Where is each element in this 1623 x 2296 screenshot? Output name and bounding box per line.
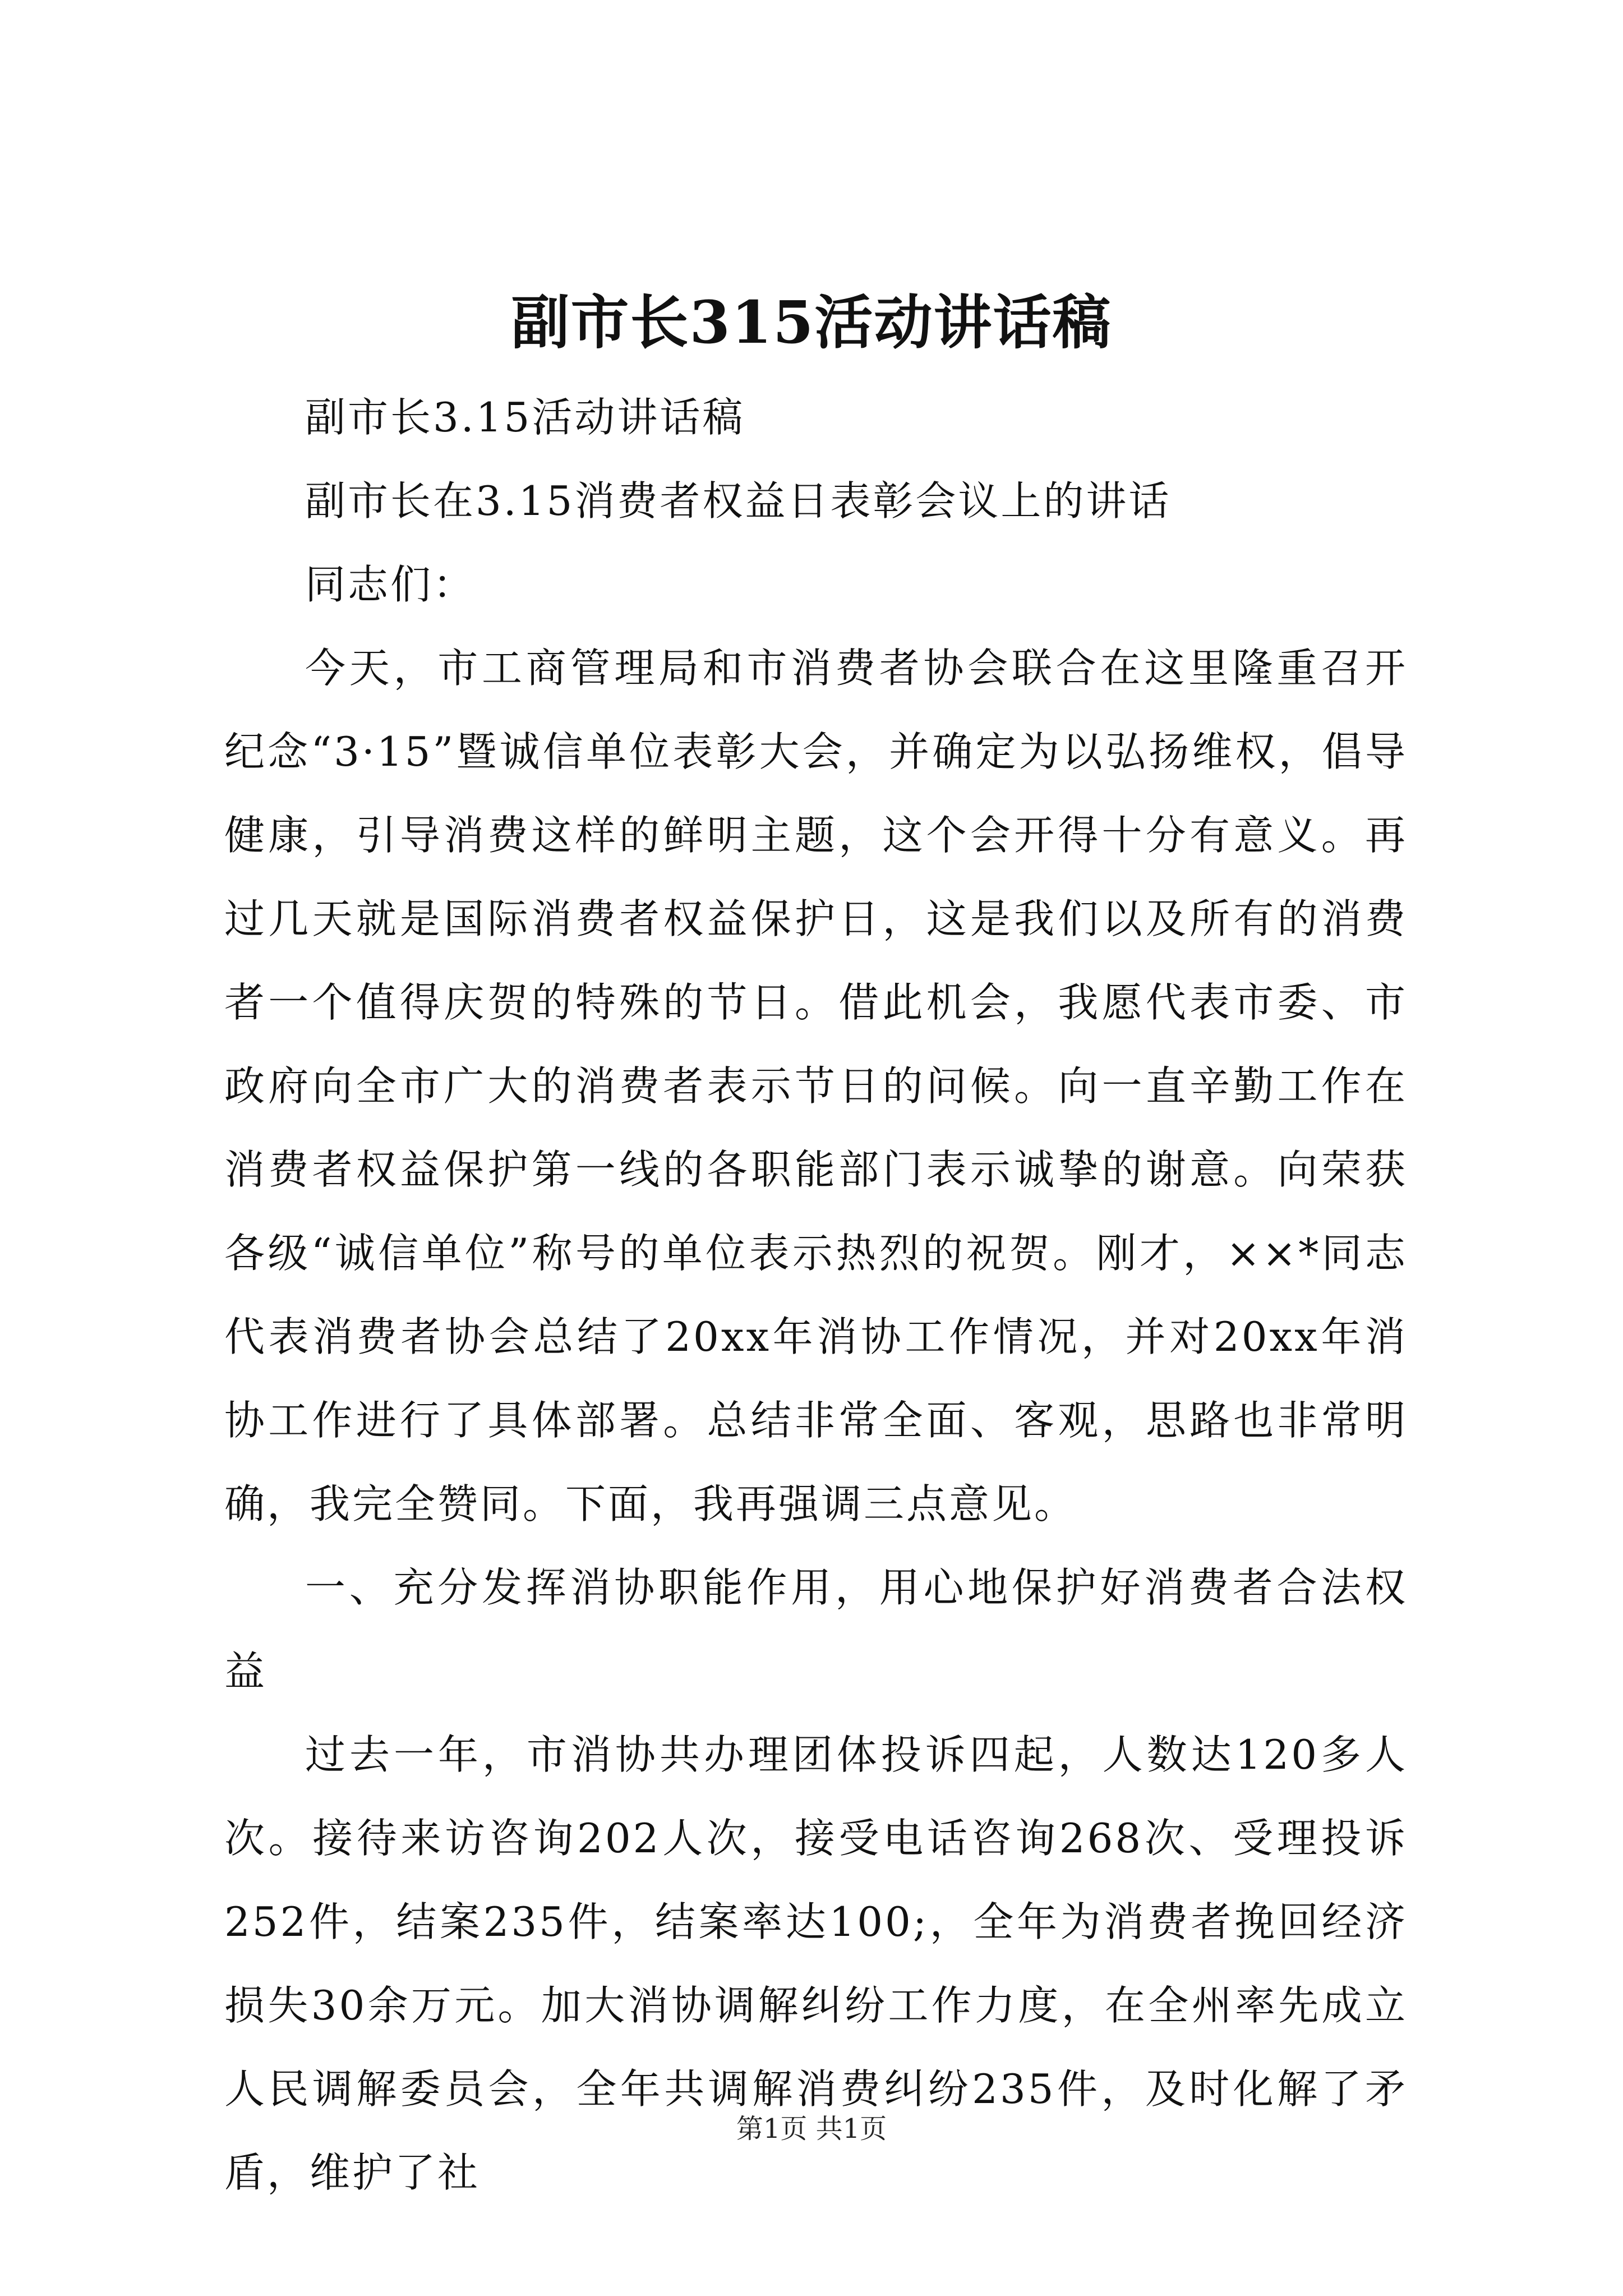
page-footer: 第1页 共1页 [736,2113,887,2145]
speech-heading-paragraph: 副市长在3.15消费者权益日表彰会议上的讲话 [305,477,1172,524]
section-heading-paragraph: 一、充分发挥消协职能作用，用心地保护好消费者合法权益 [224,1564,1408,1695]
document-title: 副市长315活动讲话稿 [511,288,1112,357]
salutation-paragraph: 同志们： [305,561,476,608]
document-body [224,376,1408,2215]
opening-paragraph: 今天，市工商管理局和市消费者协会联合在这里隆重召开纪念“3·15”暨诚信单位表彰大会，并确定为以弘扬维权，倡导健康，引导消费这样的鲜明主题，这个会开得十分有意义。再过几天就是国际消费者权益保护日，这是我们以及所有的消费者一个值得庆贺的特殊的节日。借此机会，我愿代表市委、市政府向全市广大的消费者表示节日的问候。向一直辛勤工作在消费者权益保护第一线的各职能部门表示诚挚的谢意。向荣获各级“诚信单位”称号的单位表示热烈的祝贺。刚才，××*同志代表消费者协会总结了20xx年消协工作情况，并对20xx年消协工作进行了具体部署。总结非常全面、客观，思路也非常明确，我完全赞同。下面，我再强调三点意见。 [224,645,1408,1527]
statistics-paragraph: 过去一年，市消协共办理团体投诉四起，人数达120多人次。接待来访咨询202人次，接受电话咨询268次、受理投诉252件，结案235件，结案率达100;，全年为消费者挽回经济损失30余万元。加大消协调解纠纷工作力度，在全州率先成立人民调解委员会，全年共调解消费纠纷235件，及时化解了矛盾，维护了社 [224,1731,1408,2196]
subtitle-paragraph: 副市长3.15活动讲话稿 [305,394,745,441]
